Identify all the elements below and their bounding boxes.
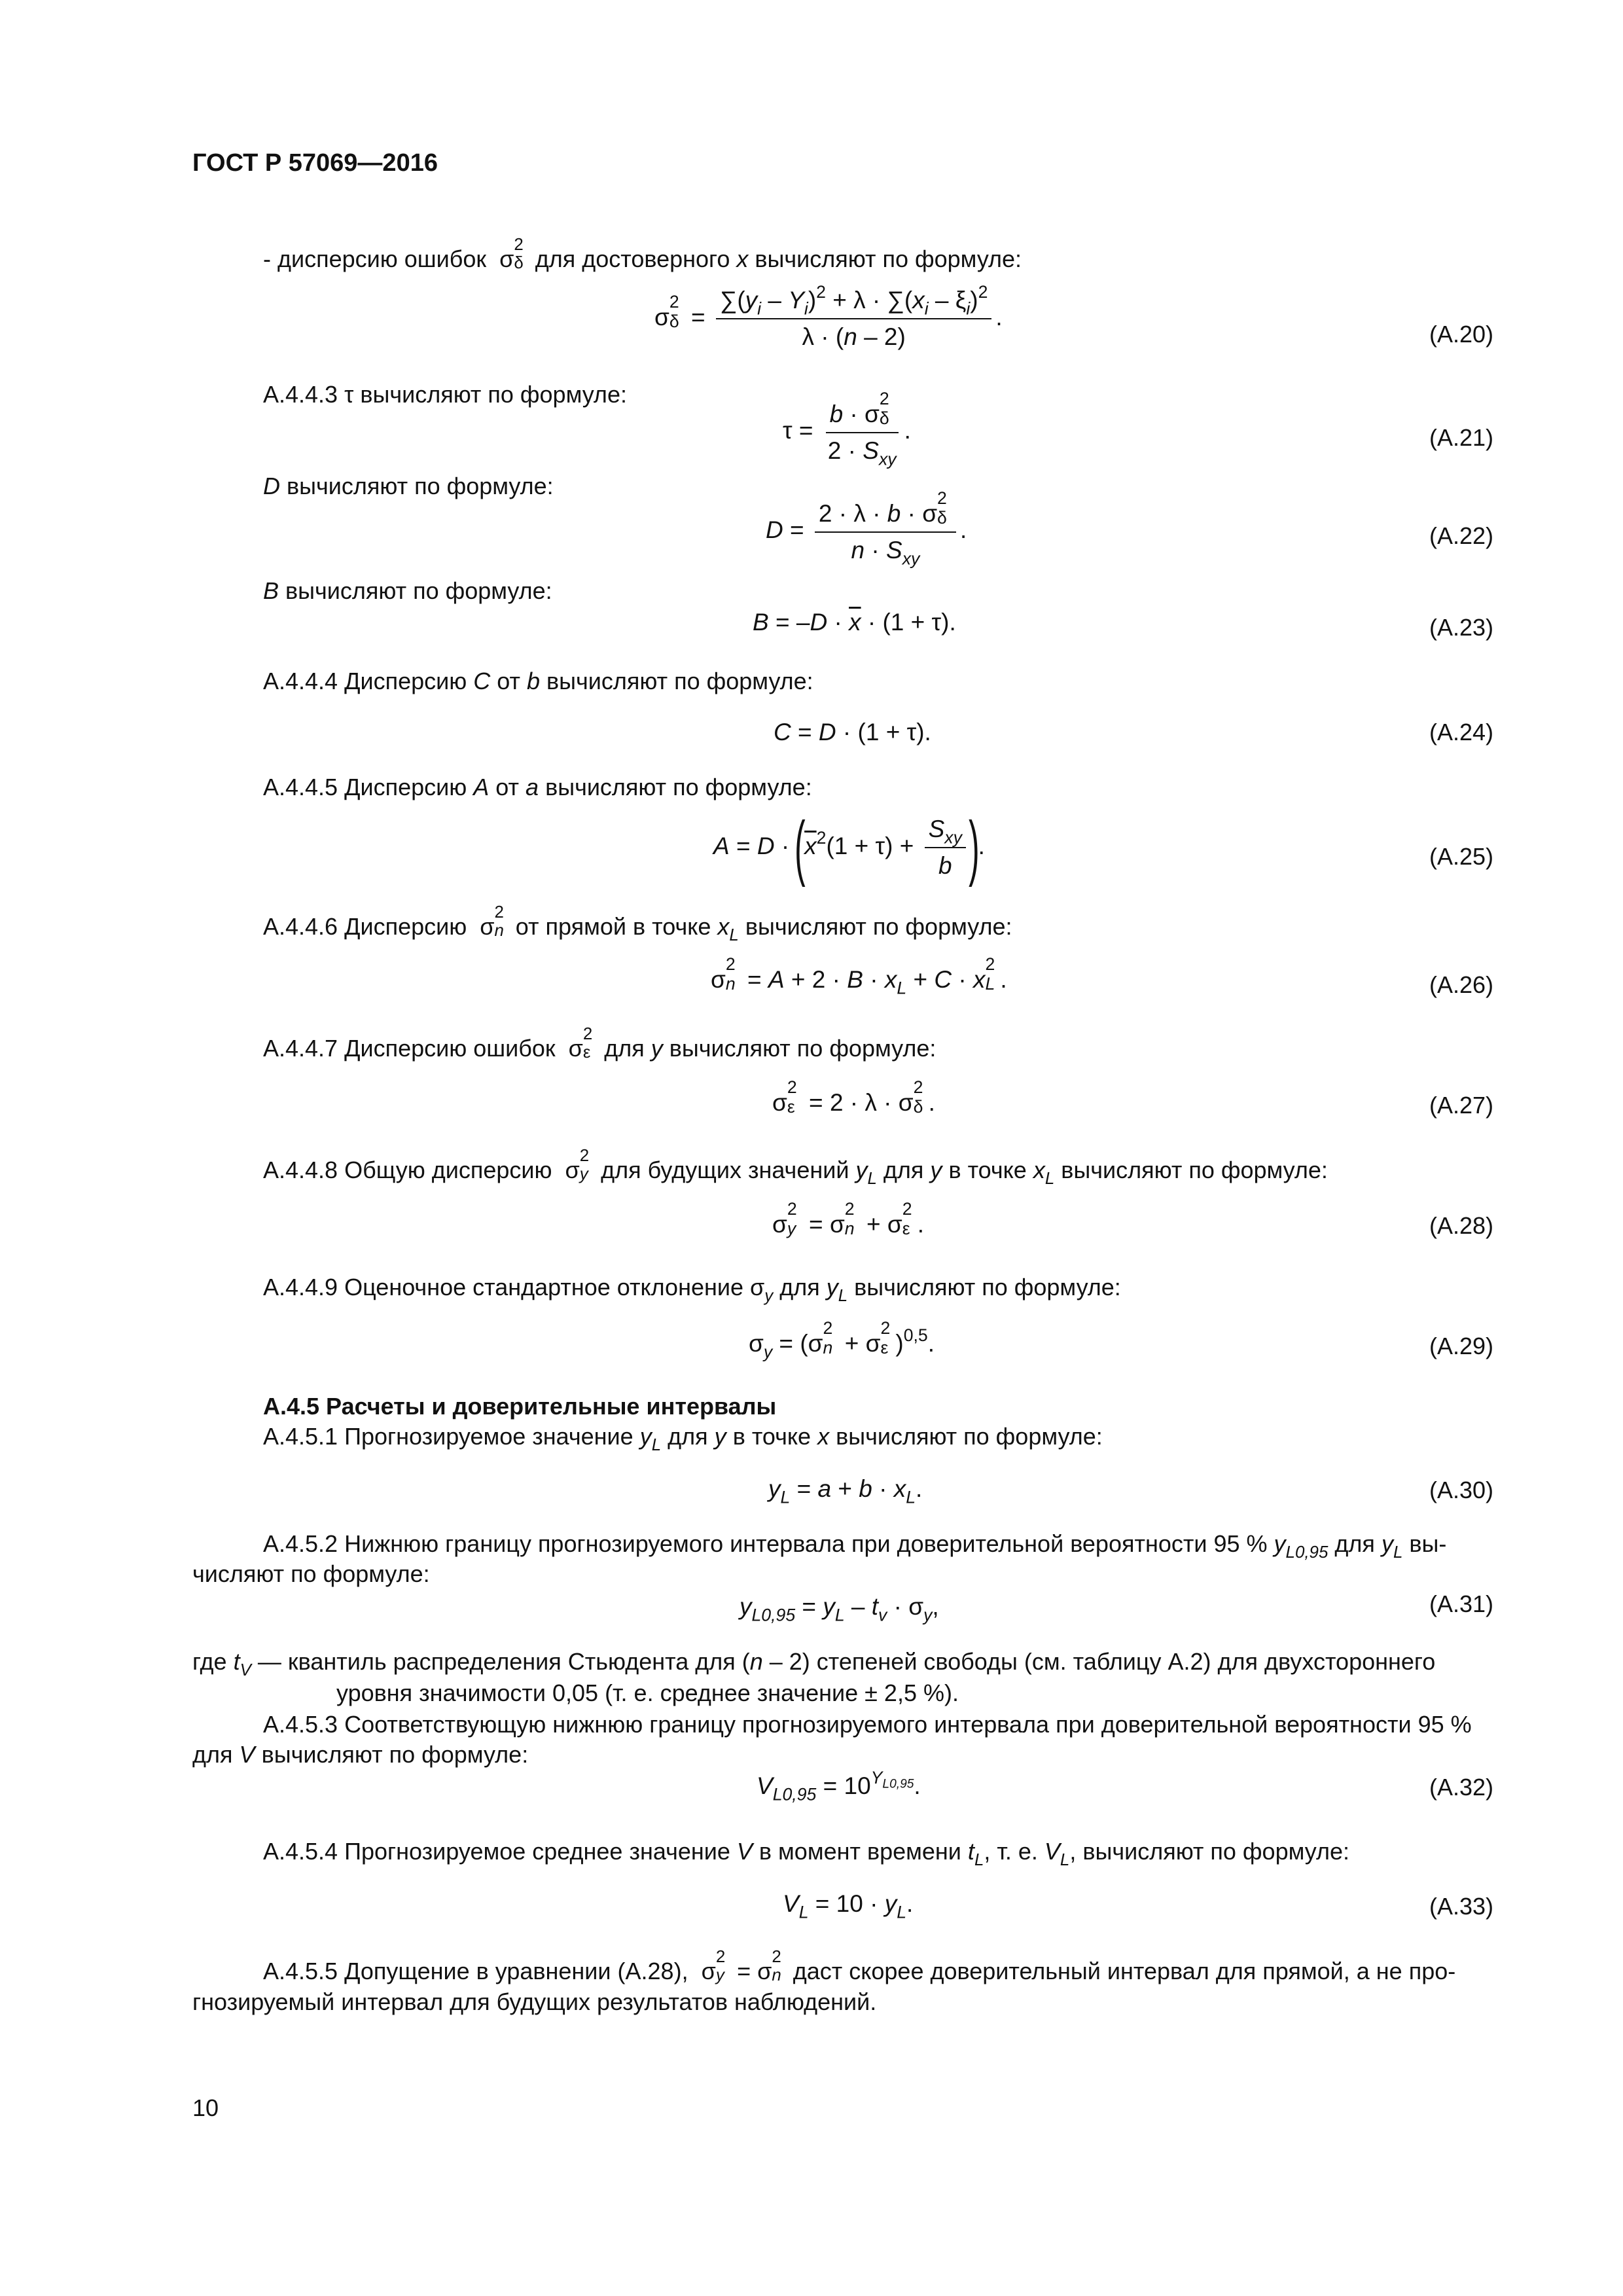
equation-number: (А.27): [1429, 1092, 1493, 1119]
formula-a31: $y_{L0,95} = y_L - t_v \cdot \sigma_y$,: [740, 1593, 939, 1625]
formula-a30: $y_L = a + b \cdot x_L$.: [768, 1475, 923, 1507]
definition-tv-cont: уровня значимости 0,05 (т. е. среднее значение ± 2,5 %).: [336, 1679, 959, 1706]
paragraph-a455-cont: гнозируемый интервал для будущих результатов наблюдений.: [192, 1988, 877, 2015]
formula-a21: τ = b · σ 2 δ $2 \cdot S_{xy}$ .: [783, 389, 911, 469]
equation-number: (А.30): [1429, 1477, 1493, 1503]
paragraph-a449: А.4.4.9 Оценочное стандартное отклонение $\sigma_y$ для $y_L$ вычисляют по формуле:: [263, 1274, 1121, 1306]
section-title-a45: А.4.5 Расчеты и доверительные интервалы: [263, 1393, 777, 1420]
formula-a20: σ 2 δ = $\frac{\sum(y_i - Y_i)^2 + \lambda \cdot \sum(x_i - \xi_i)^2}{\lambda \cdot (n - 2)}$ .: [654, 282, 1003, 351]
paragraph-a454: А.4.5.4 Прогнозируемое среднее значение V в момент времени $t_L$, т. е. $V_L$, вычисляют по формуле:: [263, 1838, 1349, 1870]
paragraph-a455: А.4.5.5 Допущение в уравнении (А.28), σ 2 y = σ 2 n даст скорее доверительный интервал для прямой, а не про-: [263, 1947, 1456, 1985]
paragraph-a452: А.4.5.2 Нижнюю границу прогнозируемого интервала при доверительной вероятности 95 % $y_{L0,95}$ для $y_L$ вы-: [263, 1530, 1447, 1562]
equation-number: (А.29): [1429, 1333, 1493, 1359]
equation-number: (А.24): [1429, 719, 1493, 745]
formula-a29: $\sigma_y = (\sigma$ 2 n + σ 2 ε )$^{0,5}$.: [749, 1318, 935, 1362]
equation-number: (А.26): [1429, 971, 1493, 998]
paragraph-a453-cont: для V вычисляют по формуле:: [192, 1741, 529, 1768]
paragraph-a443: А.4.4.3 τ вычисляют по формуле:: [263, 381, 627, 408]
definition-tv: где $t_V$ — квантиль распределения Стьюдента для (n – 2) степеней свободы (см. таблицу А.2) для двухстороннего: [192, 1648, 1436, 1680]
paragraph-a446: А.4.4.6 Дисперсию σ 2 n от прямой в точке $x_L$ вычисляют по формуле:: [263, 903, 1012, 945]
paragraph-error-dispersion: - дисперсию ошибок σ 2 δ для достоверного x вычисляют по формуле:: [263, 235, 1022, 273]
formula-a25: $A = D \cdot (\overline{x}^2(1 + \tau)$ + $\frac{S_{xy}}{b}$ ).: [713, 807, 985, 888]
formula-a26: σ 2 n = $A + 2 \cdot B \cdot x_L + C \cdot x$ 2 L .: [711, 954, 1007, 998]
equation-number: (А.20): [1429, 321, 1493, 348]
paragraph-a453: А.4.5.3 Соответствующую нижнюю границу прогнозируемого интервала при доверительной вероятности 95 %: [263, 1711, 1472, 1738]
paragraph-a448: А.4.4.8 Общую дисперсию σ 2 y для будущих значений $y_L$ для y в точке $x_L$ вычисляют по формуле:: [263, 1146, 1328, 1189]
paragraph-b: B вычисляют по формуле:: [263, 577, 552, 604]
paragraph-a452-cont: числяют по формуле:: [192, 1560, 430, 1587]
equation-number: (А.22): [1429, 522, 1493, 549]
equation-number: (А.32): [1429, 1774, 1493, 1801]
paragraph-a444: А.4.4.4 Дисперсию C от b вычисляют по формуле:: [263, 668, 813, 694]
formula-a24: C = D · (1 + τ).: [774, 719, 931, 745]
formula-a33: $V_L = 10 \cdot y_L$.: [783, 1890, 914, 1922]
page-number: 10: [192, 2094, 219, 2121]
equation-number: (А.28): [1429, 1212, 1493, 1239]
equation-number: (А.23): [1429, 614, 1493, 641]
document-header: ГОСТ Р 57069—2016: [192, 149, 438, 177]
formula-a23: $B = -D \cdot \overline{x} \cdot (1 + \tau)$.: [753, 609, 956, 636]
formula-a22: D = 2 · λ · b · σ 2 δ $n \cdot S_{xy}$ .: [766, 488, 967, 569]
equation-number: (А.25): [1429, 843, 1493, 870]
formula-a28: σ 2 y = σ 2 n + σ 2 ε .: [772, 1199, 924, 1238]
paragraph-d: D вычисляют по формуле:: [263, 473, 554, 499]
formula-a32: $V_{L0,95} = 10^{Y_{L0,95}}$.: [757, 1768, 921, 1804]
equation-number: (А.33): [1429, 1893, 1493, 1920]
equation-number: (А.31): [1429, 1590, 1493, 1617]
paragraph-a447: А.4.4.7 Дисперсию ошибок σ 2 ε для y вычисляют по формуле:: [263, 1024, 936, 1062]
formula-a27: σ 2 ε = 2 · λ · σ 2 δ .: [772, 1077, 935, 1117]
equation-number: (А.21): [1429, 424, 1493, 451]
paragraph-a445: А.4.4.5 Дисперсию A от a вычисляют по формуле:: [263, 774, 812, 800]
paragraph-a451: А.4.5.1 Прогнозируемое значение $y_L$ для y в точке x вычисляют по формуле:: [263, 1423, 1103, 1455]
